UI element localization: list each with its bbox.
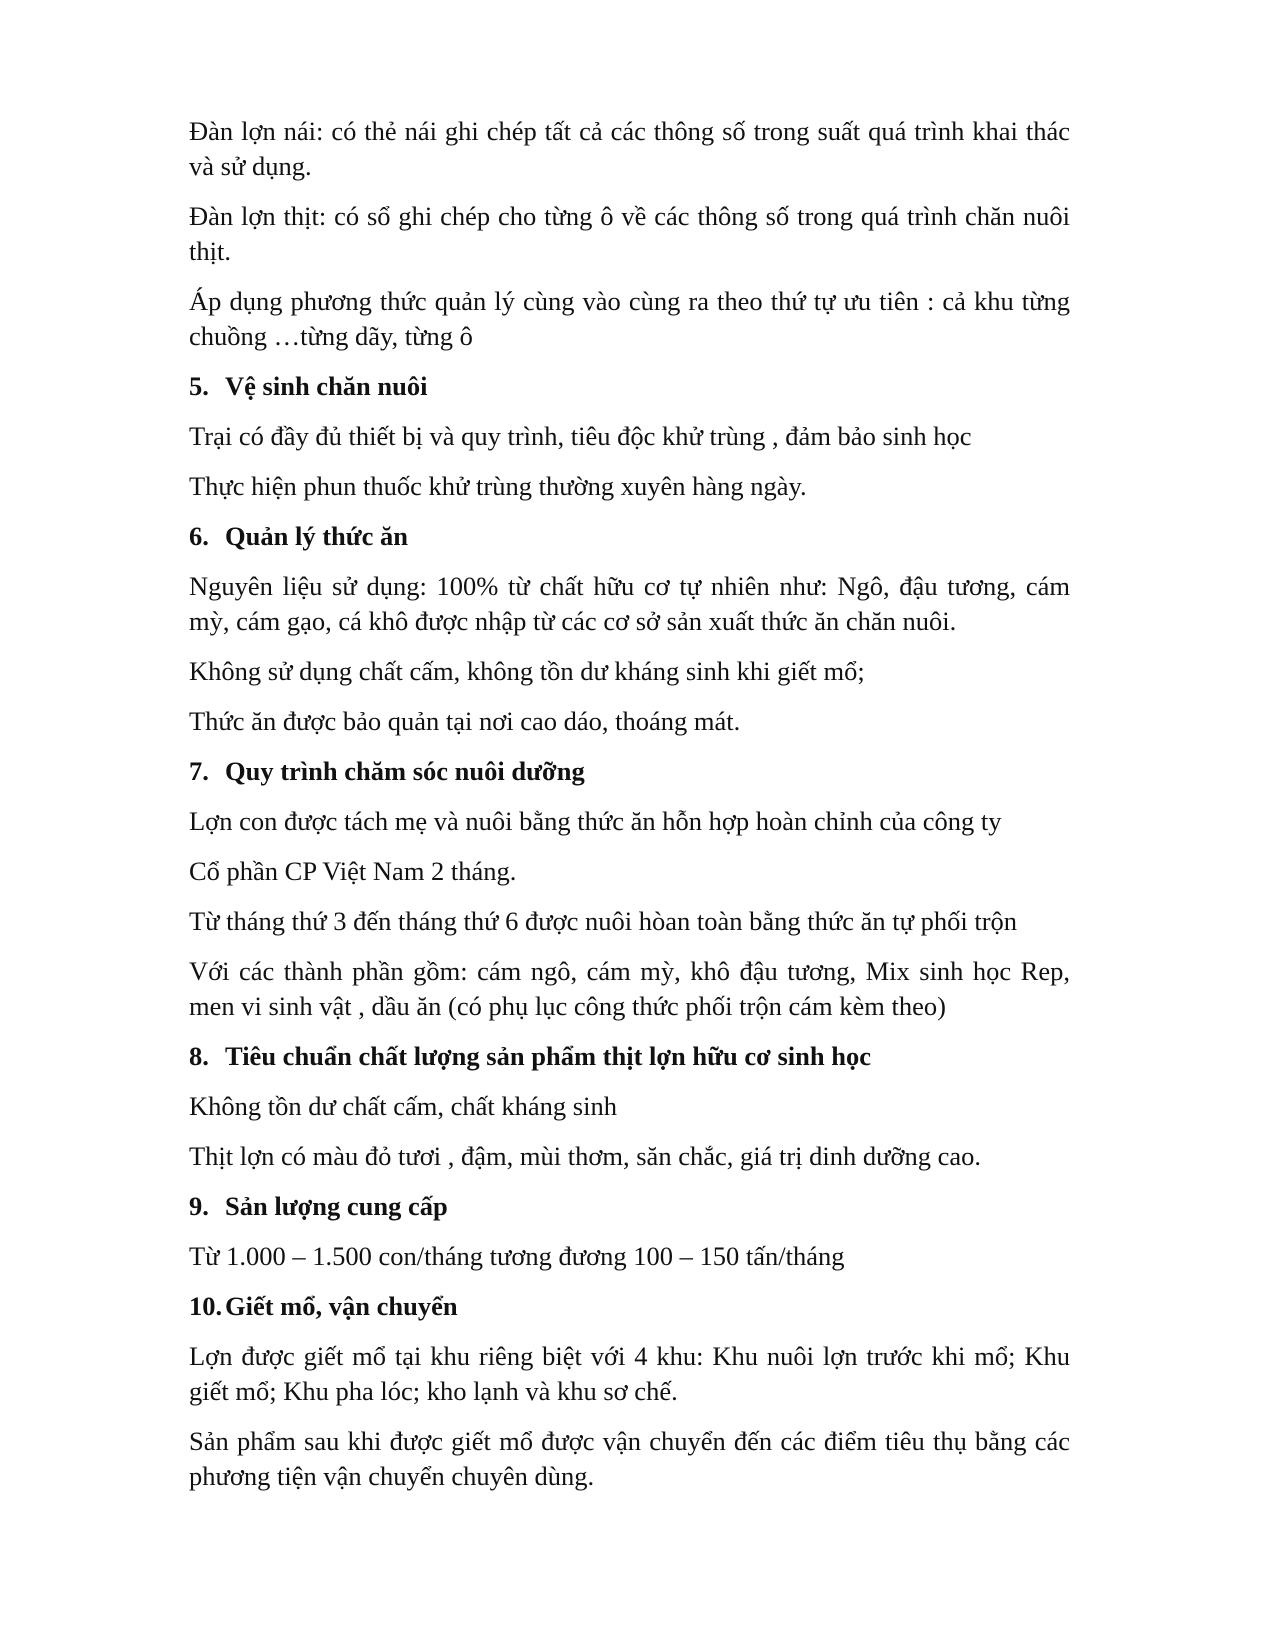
paragraph-month-3-6: Từ tháng thứ 3 đến tháng thứ 6 được nuôi hòan toàn bằng thức ăn tự phối trộn <box>189 906 1018 936</box>
section-title: Quy trình chăm sóc nuôi dưỡng <box>225 756 585 786</box>
paragraph-feed-no-banned: Không sử dụng chất cấm, không tồn dư kháng sinh khi giết mổ; <box>189 656 865 686</box>
section-heading-6 <box>189 519 1070 554</box>
paragraph-meat-quality: Thịt lợn có màu đỏ tươi , đậm, mùi thơm, săn chắc, giá trị dinh dưỡng cao. <box>189 1141 982 1171</box>
paragraph-hygiene-spraying: Thực hiện phun thuốc khử trùng thường xuyên hàng ngày. <box>189 471 807 501</box>
section-title: Quản lý thức ăn <box>225 521 409 551</box>
paragraph-management-method: Áp dụng phương thức quản lý cùng vào cùng ra theo thứ tự ưu tiên : cả khu từng chuồng …từng dãy, từng ô <box>189 286 1070 351</box>
section-title: Tiêu chuẩn chất lượng sản phẩm thịt lợn hữu cơ sinh học <box>225 1041 872 1071</box>
paragraph-feed-components: Với các thành phần gồm: cám ngô, cám mỳ, khô đậu tương, Mix sinh học Rep, men vi sinh vật , dầu ăn (có phụ lục công thức phối trộn cám kèm theo) <box>189 956 1070 1021</box>
section-heading-5 <box>189 369 1070 404</box>
section-title: Giết mổ, vận chuyển <box>225 1291 458 1321</box>
paragraph-sow-records: Đàn lợn nái: có thẻ nái ghi chép tất cả các thông số trong suất quá trình khai thác và sử dụng. <box>189 116 1070 181</box>
paragraph-cp-vietnam: Cổ phần CP Việt Nam 2 tháng. <box>189 856 517 886</box>
paragraph-output-volume: Từ 1.000 – 1.500 con/tháng tương đương 100 – 150 tấn/tháng <box>189 1241 845 1271</box>
paragraph-feed-ingredients: Nguyên liệu sử dụng: 100% từ chất hữu cơ tự nhiên như: Ngô, đậu tương, cám mỳ, cám gạo, cá khô được nhập từ các cơ sở sản xuất thức ăn chăn nuôi. <box>189 571 1070 636</box>
section-number: 6. <box>189 521 209 551</box>
paragraph-feed-storage: Thức ăn được bảo quản tại nơi cao dáo, thoáng mát. <box>189 706 741 736</box>
section-title: Vệ sinh chăn nuôi <box>225 371 428 401</box>
section-number: 10. <box>189 1291 223 1321</box>
paragraph-pork-records: Đàn lợn thịt: có sổ ghi chép cho từng ô về các thông số trong quá trình chăn nuôi thịt. <box>189 201 1070 266</box>
paragraph-transport: Sản phẩm sau khi được giết mổ được vận chuyển đến các điểm tiêu thụ bằng các phương tiện vận chuyển chuyên dùng. <box>189 1426 1070 1491</box>
paragraph-no-residue: Không tồn dư chất cấm, chất kháng sinh <box>189 1091 617 1121</box>
section-heading-10 <box>189 1289 1070 1324</box>
section-heading-7 <box>189 754 1070 789</box>
section-heading-9 <box>189 1189 1070 1224</box>
section-title: Sản lượng cung cấp <box>225 1191 448 1221</box>
paragraph-hygiene-equipment: Trại có đầy đủ thiết bị và quy trình, tiêu độc khử trùng , đảm bảo sinh học <box>189 421 972 451</box>
section-number: 9. <box>189 1191 209 1221</box>
paragraph-slaughter-areas: Lợn được giết mổ tại khu riêng biệt với 4 khu: Khu nuôi lợn trước khi mổ; Khu giết mổ; Khu pha lóc; kho lạnh và khu sơ chế. <box>189 1341 1070 1406</box>
section-number: 8. <box>189 1041 209 1071</box>
paragraph-piglet-weaning: Lợn con được tách mẹ và nuôi bằng thức ăn hỗn hợp hoàn chỉnh của công ty <box>189 806 1002 836</box>
section-number: 7. <box>189 756 209 786</box>
section-heading-8 <box>189 1039 1070 1074</box>
section-number: 5. <box>189 371 209 401</box>
